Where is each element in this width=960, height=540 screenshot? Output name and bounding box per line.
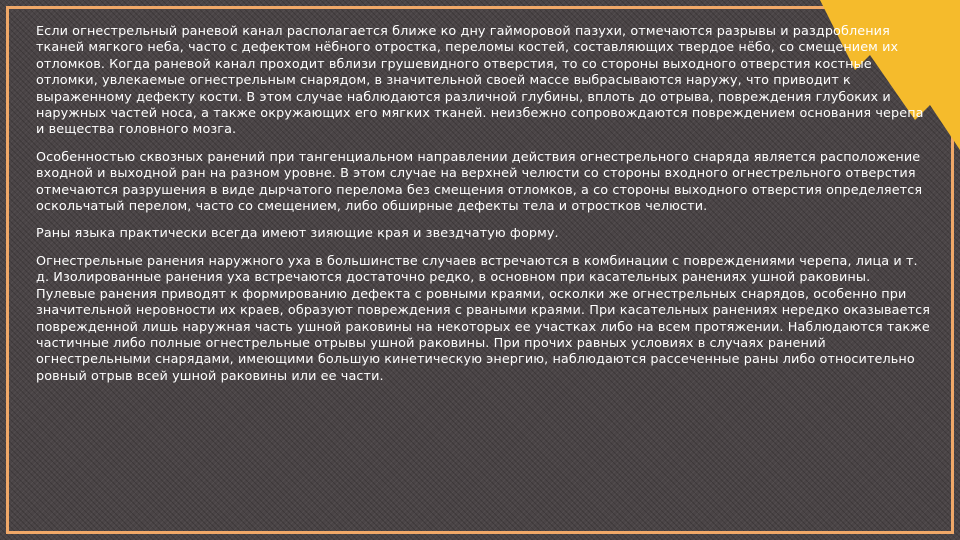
paragraph-ear-wounds: Огнестрельные ранения наружного уха в большинстве случаев встречаются в комбинации с повреждениями черепа, лица и т. д. Изолированные ранения уха встречаются достаточно редко, в основном при касательных ранениях ушной раковины. Пулевые ранения приводят к формированию дефекта с ровными краями, осколки же огнестрельных снарядов, особенно при значительной неровности их краев, образуют повреждения с рваными краями. При касательных ранениях нередко оказывается поврежденной лишь наружная часть ушной раковины на некоторых ее участках либо на всем протяжении. Наблюдаются также частичные либо полные огнестрельные отрывы ушной раковины. При прочих равных условиях в случаях ранений огнестрельными снарядами, имеющими большую кинетическую энергию, наблюдаются рассеченные раны либо относительно ровный отрыв всей ушной раковины или ее части. — [36, 253, 931, 384]
slide-body — [36, 24, 932, 396]
paragraph-maxillary-sinus: Если огнестрельный раневой канал располагается ближе ко дну гайморовой пазухи, отмечаются разрывы и раздробления тканей мягкого неба, часто с дефектом нёбного отростка, переломы костей, составляющих твердое нёбо, со смещением их отломков. Когда раневой канал проходит вблизи грушевидного отверстия, то со стороны выходного отверстия костные отломки, увлекаемые огнестрельным снарядом, в значительной своей массе выбрасываются наружу, что приводит к выраженному дефекту кости. В этом случае наблюдаются различной глубины, вплоть до отрыва, повреждения глубоких и наружных частей носа, а также окружающих его мягких тканей. неизбежно сопровождаются повреждением основания черепа и вещества головного мозга. — [36, 24, 924, 138]
paragraph-tongue-wounds: Раны языка практически всегда имеют зияющие края и звездчатую форму. — [36, 226, 559, 242]
paragraph-tangential-wounds: Особенностью сквозных ранений при тангенциальном направлении действия огнестрельного снаряда является расположение входной и выходной ран на разном уровне. В этом случае на верхней челюсти со стороны входного огнестрельного отверстия отмечаются разрушения в виде дырчатого перелома без смещения отломков, а со стороны выходного отверстия определяется оскольчатый перелом, часто со смещением, либо обширные дефекты тела и отростков челюсти. — [36, 149, 923, 215]
